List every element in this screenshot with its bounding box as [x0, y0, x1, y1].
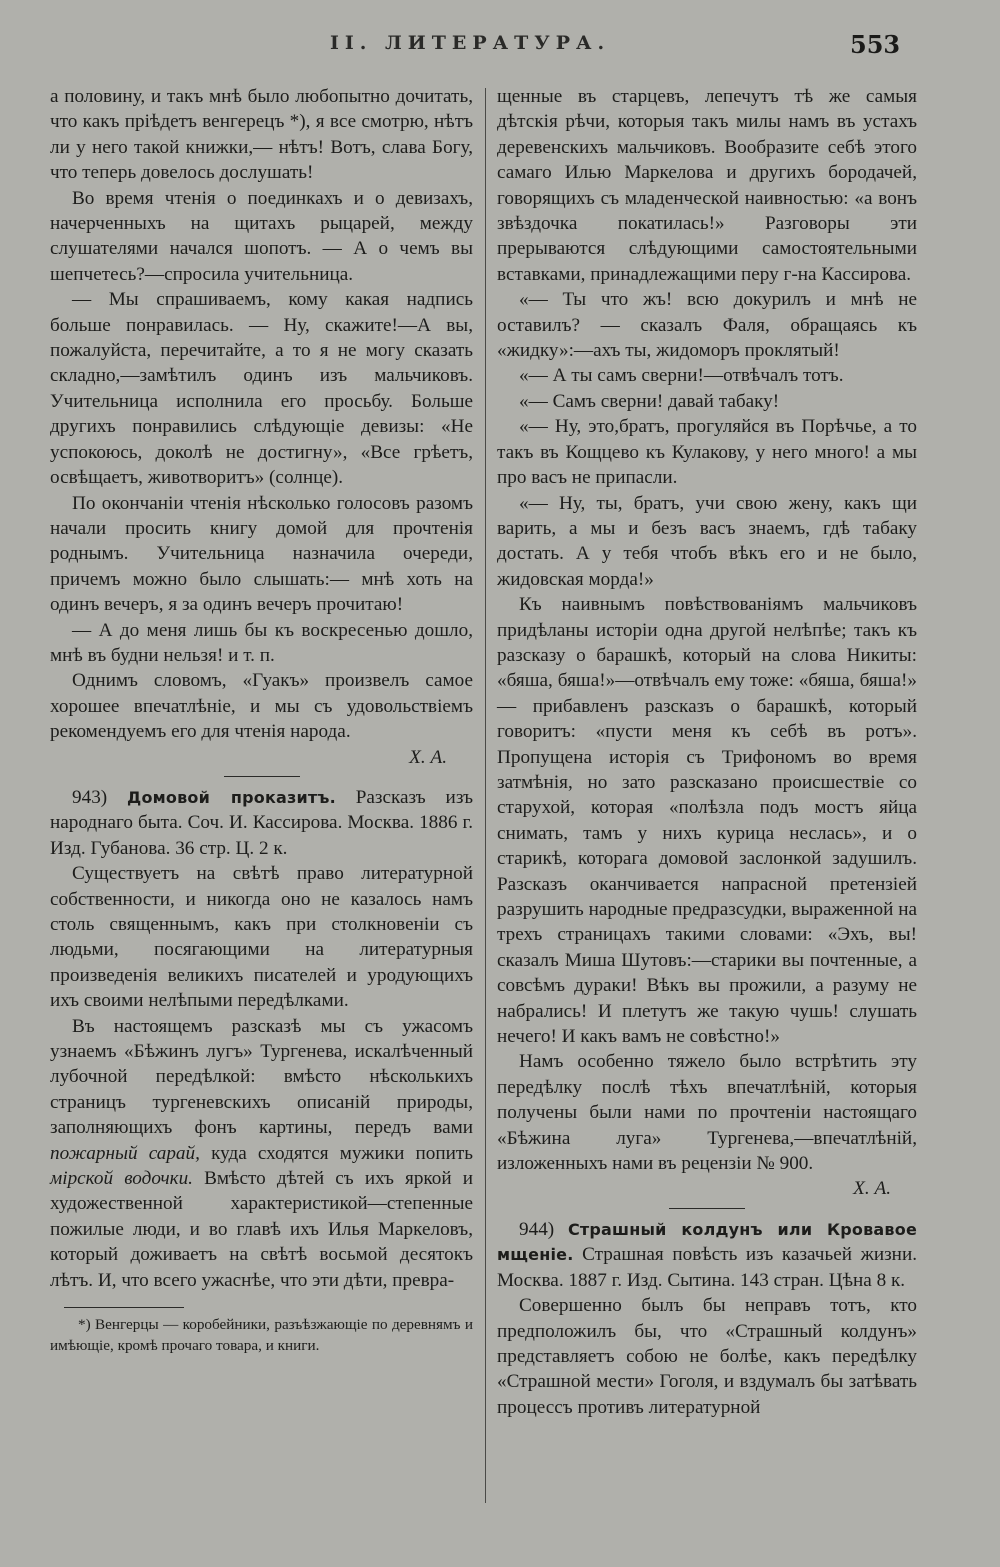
running-head: II. ЛИТЕРАТУРА. [330, 32, 611, 54]
text-run: Въ настоящемъ разсказѣ мы съ ужасомъ узнаемъ «Бѣжинъ лугъ» Тургенева, искалѣченный лубочной передѣлкой: вмѣсто нѣсколькихъ страницъ тургеневскихъ описаній природы, заполняющихъ фонъ картины, передъ вами [50, 1015, 473, 1139]
footnote-rule [64, 1307, 184, 1308]
entry-bibliographic: Разсказъ изъ народнаго быта. Соч. И. Кассирова. Москва. 1886 г. Изд. Губанова. 36 стр. Ц. 2 к. [50, 786, 473, 859]
paragraph: «— Ну, это,братъ, прогуляйся въ Порѣчье, а то такъ въ Кощцево къ Кулакову, у него много! а мы про васъ не припасли. [497, 416, 917, 489]
footnote [50, 1314, 473, 1356]
paragraph: «— Ну, ты, братъ, учи свою жену, какъ щи варить, а мы и безъ васъ знаемъ, гдѣ табаку достать. А у тебя чтобъ вѣкъ его и не было, жидовская морда!» [497, 492, 917, 590]
paragraph: — Мы спрашиваемъ, кому какая надпись больше понравилась. — Ну, скажите!—А вы, пожалуйста, перечитайте, а то я не могу сказать складно,—замѣтилъ одинъ изъ мальчиковъ. Учительница исполнила его просьбу. Больше другихъ понравились слѣдующіе девизы: «Не успокоюсь, доколѣ не достигну», «Все грѣетъ, освѣщаетъ, животворитъ» (солнце). [50, 289, 473, 489]
paragraph: Совершенно былъ бы неправъ тотъ, кто предположилъ бы, что «Страшный колдунъ» представляетъ собою не болѣе, какъ передѣлку «Страшной мести» Гоголя, и вздумалъ бы затѣвать процессъ противъ литературной [497, 1295, 917, 1418]
text-run: куда сходятся мужики попить [211, 1142, 474, 1164]
column-divider [485, 88, 486, 1503]
signature: Х. А. [853, 1178, 891, 1200]
paragraph: — А до меня лишь бы къ воскресенью дошло, мнѣ въ будни нельзя! и т. п. [50, 619, 473, 666]
paragraph: «— А ты самъ сверни!—отвѣчалъ тотъ. [519, 365, 844, 387]
left-column [50, 84, 473, 1356]
paragraph: По окончаніи чтенія нѣсколько голосовъ разомъ начали просить книгу домой для прочтенія роднымъ. Учительница назначила очереди, причемъ можно было слышать:— мнѣ хоть на одинъ вечеръ, я за одинъ вечеръ прочитаю! [50, 492, 473, 616]
paragraph: щенные въ старцевъ, лепечутъ тѣ же самыя дѣтскія рѣчи, которыя такъ милы намъ въ устахъ деревенскихъ мальчиковъ. Вообразите себѣ этого самаго Илью Маркелова и другихъ бородачей, говорящихъ съ младенческой наивностью: «а вонъ звѣздочка покатилась!» Разговоры эти прерываются слѣдующими самостоятельными вставками, принадлежащими перу г-на Кассирова. [497, 86, 917, 285]
italic-run: пожарный сарай, [50, 1142, 200, 1164]
entry-bibliographic: Страшная повѣсть изъ казачьей жизни. Москва. 1887 г. Изд. Сытина. 143 стран. Цѣна 8 к. [497, 1244, 918, 1291]
separator-rule [669, 1208, 745, 1209]
paragraph: «— Самъ сверни! давай табаку! [519, 390, 780, 412]
paragraph: Во время чтенія о поединкахъ и о девизахъ, начерченныхъ на щитахъ рыцарей, между слушателями начался шопотъ. — А о чемъ вы шепчетесь?—спросила учительница. [50, 187, 473, 285]
separator-rule [224, 776, 300, 777]
entry-title: Домовой проказитъ. [127, 787, 336, 807]
paragraph: а половину, и такъ мнѣ было любопытно дочитать, что какъ пріѣдетъ венгерецъ *), я все смотрю, нѣтъ ли у него такой книжки,— нѣтъ! Вотъ, слава Богу, что теперь довелось дослушать! [50, 86, 473, 184]
entry-heading-944 [497, 1217, 917, 1293]
paragraph [50, 1014, 473, 1293]
entry-number: 943) [72, 786, 108, 808]
page-number: 553 [850, 30, 901, 59]
signature: Х. А. [409, 746, 447, 768]
paragraph: Къ наивнымъ повѣствованіямъ мальчиковъ придѣланы исторіи одна другой нелѣпѣе; такъ къ разсказу о барашкѣ, который на слова Никиты: «бяша, бяша!»—отвѣчалъ ему тоже: «бяша, бяша!» — прибавленъ разсказъ о барашкѣ, который говоритъ: «пусти меня къ себѣ въ ротъ». Пропущена исторія съ Трифономъ во время затмѣнія, но зато разсказано происшествіе со старухой, которая «полѣзла подъ мостъ яйца снимать, тамъ у нихъ курица неслась», и о старикѣ, которага домовой заслонкой задушилъ. Разсказъ оканчивается напрасной претензіей разрушить народные предразсудки, выраженной на трехъ страницахъ такими словами: «Эхъ, вы! сказалъ Миша Шутовъ:—старики вы почтенные, а совсѣмъ дураки! Вѣкъ вы прожили, а разуму не набрались! И плетутъ же такую чушь! слушать нечего! И какъ вамъ не совѣстно!» [497, 594, 917, 1048]
paragraph: Намъ особенно тяжело было встрѣтить эту передѣлку послѣ тѣхъ впечатлѣній, которыя получены были нами по прочтеніи настоящаго «Бѣжина луга» Тургенева,—впечатлѣній, изложенныхъ нами въ рецензіи № 900. [497, 1051, 917, 1175]
text-run: Вмѣсто дѣтей съ ихъ яркой и художественной характеристикой—степенные пожилые люди, и во главѣ ихъ Илья Маркеловъ, который доживаетъ на свѣтѣ восьмой десятокъ лѣтъ. И, что всего ужаснѣе, что эти дѣти, превра- [50, 1168, 474, 1291]
paragraph: «— Ты что жъ! всю докурилъ и мнѣ не оставилъ? — сказалъ Фаля, обращаясь къ «жидку»:—ахъ ты, жидоморъ проклятый! [497, 289, 917, 362]
paragraph: Существуетъ на свѣтѣ право литературной собственности, и никогда оно не казалось намъ столь священнымъ, какъ при столкновеніи съ людьми, посягающими на литературныя произведенія великихъ писателей и уродующихъ ихъ своими нелѣпыми передѣлками. [50, 863, 473, 1012]
italic-run: мірской водочки. [50, 1168, 193, 1190]
paragraph: Однимъ словомъ, «Гуакъ» произвелъ самое хорошее впечатлѣніе, и мы съ удовольствіемъ рекомендуемъ его для чтенія народа. [50, 670, 473, 743]
entry-title: Страшный колдунъ или Кровавое мщеніе. [497, 1219, 918, 1265]
entry-heading-943 [50, 785, 473, 861]
entry-number: 944) [519, 1218, 555, 1240]
page-header [0, 30, 1000, 60]
right-column [497, 84, 917, 1420]
footnote-text: *) Венгерцы — коробейники, разъѣзжающіе по деревнямъ и имѣющіе, кромѣ прочаго товара, и книги. [50, 1316, 473, 1355]
